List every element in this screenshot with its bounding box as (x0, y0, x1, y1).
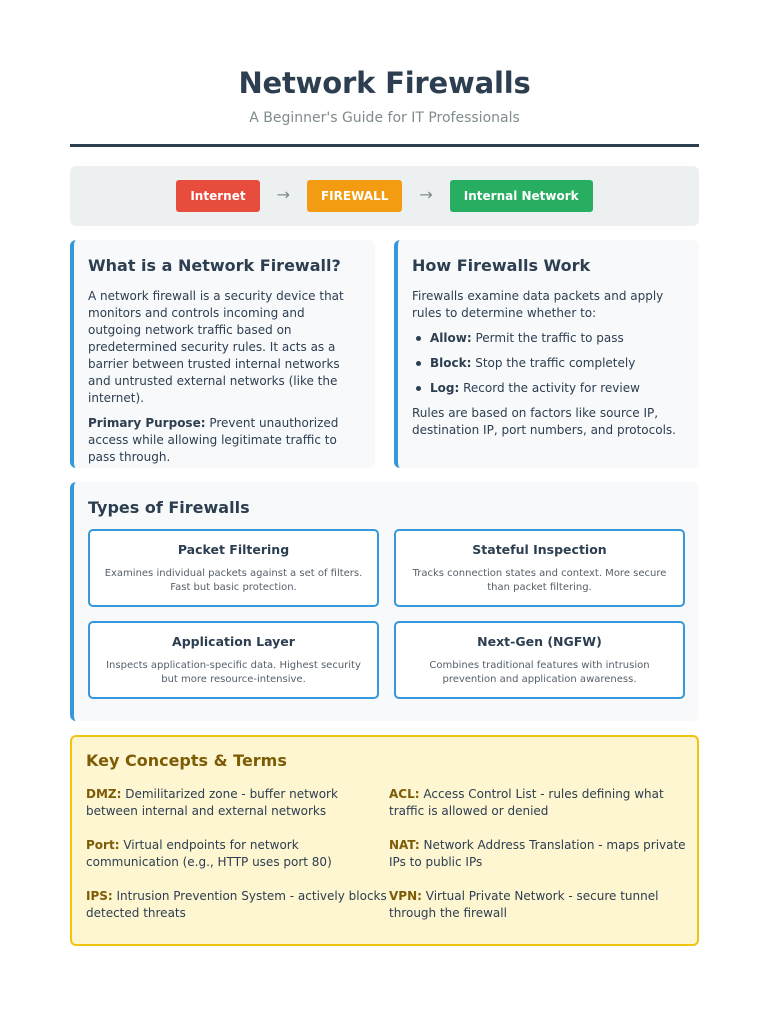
term-label: NAT: (389, 838, 420, 852)
internet-box: Internet (176, 180, 259, 212)
term-definition: Virtual Private Network - secure tunnel through the firewall (389, 889, 659, 920)
page-subtitle: A Beginner's Guide for IT Professionals (249, 110, 520, 126)
how-firewalls-work-card (394, 240, 699, 468)
terms-grid (86, 786, 686, 922)
how-intro: Firewalls examine data packets and apply rules to determine whether to: (412, 289, 664, 320)
term-definition: Intrusion Prevention System - actively blocks detected threats (86, 889, 387, 920)
types-grid (88, 529, 685, 699)
primary-purpose-text: Prevent unauthorized access while allowing legitimate traffic to pass through. (88, 416, 339, 464)
type-title: Application Layer (172, 634, 295, 649)
types-of-firewalls-card (70, 482, 699, 721)
term-dmz (86, 786, 389, 820)
term-label: VPN: (389, 889, 422, 903)
action-text: Record the activity for review (459, 381, 640, 395)
what-is-firewall-card (70, 240, 375, 468)
types-heading: Types of Firewalls (88, 498, 250, 517)
primary-purpose-label: Primary Purpose: (88, 416, 206, 430)
term-definition: Network Address Translation - maps private IPs to public IPs (389, 838, 686, 869)
key-concepts-box (70, 735, 699, 946)
type-stateful-inspection (394, 529, 685, 607)
action-text: Stop the traffic completely (471, 356, 636, 370)
term-label: IPS: (86, 889, 113, 903)
traffic-flow-diagram (70, 166, 699, 226)
firewall-box: FIREWALL (307, 180, 402, 212)
type-title: Stateful Inspection (472, 542, 607, 557)
what-is-firewall-heading: What is a Network Firewall? (88, 256, 341, 275)
action-label: Allow: (430, 331, 472, 345)
type-packet-filtering (88, 529, 379, 607)
page-title: Network Firewalls (238, 66, 531, 100)
type-description: Inspects application-specific data. Highest security but more resource-intensive. (106, 660, 361, 685)
type-title: Next-Gen (NGFW) (477, 634, 602, 649)
type-next-gen (394, 621, 685, 699)
list-item (412, 355, 685, 372)
internal-network-box: Internal Network (450, 180, 593, 212)
term-port (86, 837, 389, 871)
how-outro: Rules are based on factors like source IP, destination IP, port numbers, and protocols. (412, 406, 676, 437)
action-list (412, 330, 685, 397)
action-label: Log: (430, 381, 460, 395)
term-definition: Demilitarized zone - buffer network between internal and external networks (86, 787, 338, 818)
key-concepts-heading: Key Concepts & Terms (86, 751, 287, 770)
type-description: Tracks connection states and context. More secure than packet filtering. (412, 568, 667, 593)
type-description: Combines traditional features with intrusion prevention and application awareness. (429, 660, 650, 685)
page-header (70, 66, 699, 126)
type-application-layer (88, 621, 379, 699)
right-arrow-icon: → (276, 184, 290, 204)
how-firewalls-work-heading: How Firewalls Work (412, 256, 591, 275)
type-title: Packet Filtering (177, 542, 290, 557)
term-acl (389, 786, 689, 820)
term-label: ACL: (389, 787, 420, 801)
action-label: Block: (430, 356, 472, 370)
primary-purpose (88, 415, 361, 466)
action-text: Permit the traffic to pass (471, 331, 624, 345)
term-ips (86, 888, 389, 922)
right-arrow-icon: → (419, 184, 433, 204)
what-is-firewall-body: A network firewall is a security device that monitors and controls incoming and outgoing network traffic based on predetermined security rules. It acts as a barrier between trusted internal networks and untrusted external networks (like the internet). (88, 289, 344, 405)
list-item (412, 380, 685, 397)
term-definition: Access Control List - rules defining what traffic is allowed or denied (389, 787, 664, 818)
list-item (412, 330, 685, 347)
term-label: Port: (86, 838, 120, 852)
type-description: Examines individual packets against a set of filters. Fast but basic protection. (104, 568, 363, 593)
term-nat (389, 837, 689, 871)
term-label: DMZ: (86, 787, 122, 801)
header-divider (70, 144, 699, 147)
term-definition: Virtual endpoints for network communication (e.g., HTTP uses port 80) (86, 838, 332, 869)
term-vpn (389, 888, 689, 922)
